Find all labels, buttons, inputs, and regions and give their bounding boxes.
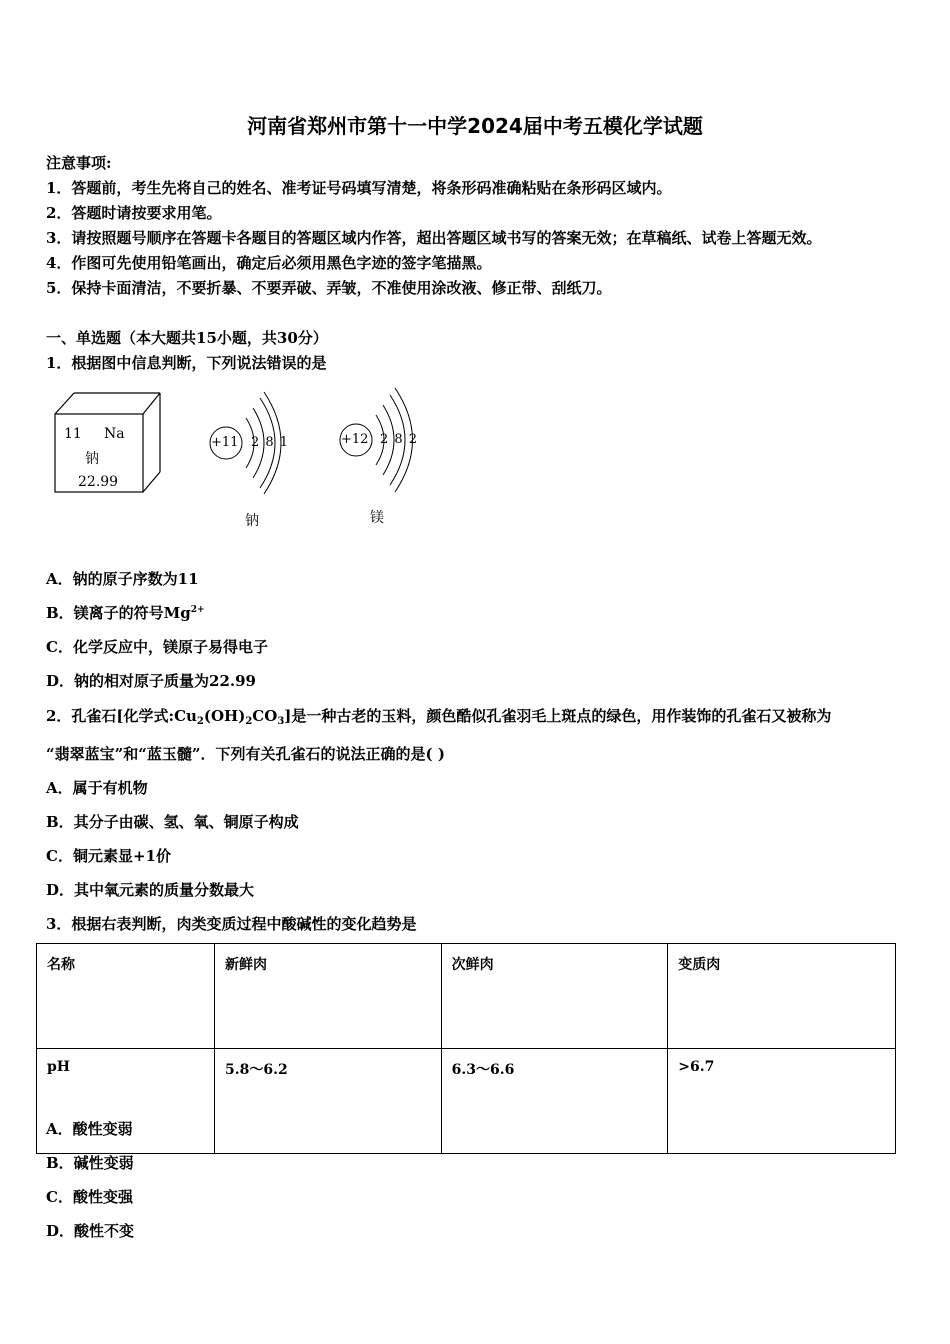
table-cell: >6.7: [668, 1049, 896, 1154]
table-header-cell: 名称: [37, 944, 215, 1049]
question-2-stem: [46, 705, 831, 727]
magnesium-electron-shells: 2 8 2: [380, 432, 418, 447]
question-2-stem-line2: “翡翠蓝宝”和“蓝玉髓”．下列有关孔雀石的说法正确的是( ): [46, 745, 445, 763]
q1-option-a[interactable]: A．钠的原子序数为11: [46, 570, 199, 588]
element-atomic-mass: 22.99: [78, 474, 119, 490]
q1-option-b-charge: 2+: [190, 605, 205, 615]
q2-option-b[interactable]: B．其分子由碳、氢、氧、铜原子构成: [46, 813, 299, 831]
ph-table: [36, 943, 896, 1154]
q1-option-b-text: B．镁离子的符号Mg: [46, 604, 191, 622]
table-cell: 5.8～6.2: [214, 1049, 441, 1154]
note-item: 2．答题时请按要求用笔。: [46, 204, 222, 222]
q3-option-c[interactable]: C．酸性变强: [46, 1188, 133, 1206]
magnesium-label: 镁: [370, 510, 384, 526]
q3-option-d[interactable]: D．酸性不变: [46, 1222, 135, 1240]
question-1-figure: [40, 380, 460, 540]
q2-stem-part: ]是一种古老的玉料，颜色酷似孔雀羽毛上斑点的绿色，用作装饰的孔雀石又被称为: [284, 707, 832, 725]
question-1-stem: 1．根据图中信息判断，下列说法错误的是: [46, 354, 327, 372]
element-symbol: Na: [104, 426, 125, 442]
q1-option-c[interactable]: C．化学反应中，镁原子易得电子: [46, 638, 268, 656]
sodium-label: 钠: [245, 513, 259, 529]
table-header-cell: 次鲜肉: [441, 944, 668, 1049]
table-cell: pH: [37, 1049, 215, 1154]
note-item: 4．作图可先使用铅笔画出，确定后必须用黑色字迹的签字笔描黑。: [46, 254, 492, 272]
notes-heading: 注意事项:: [46, 154, 112, 172]
q2-stem-part: CO: [252, 707, 278, 725]
note-item: 3．请按照题号顺序在答题卡各题目的答题区域内作答，超出答题区域书写的答案无效；在草稿纸、试卷上答题无效。: [46, 229, 822, 247]
note-item: 1．答题前，考生先将自己的姓名、准考证号码填写清楚，将条形码准确粘贴在条形码区域内。: [46, 179, 672, 197]
q2-stem-part: (OH): [203, 707, 246, 725]
sodium-nucleus-charge: +11: [211, 435, 239, 450]
table-row: [37, 1049, 896, 1154]
q2-option-c[interactable]: C．铜元素显+1价: [46, 847, 171, 865]
table-header-row: [37, 944, 896, 1049]
q2-option-a[interactable]: A．属于有机物: [46, 779, 148, 797]
note-item: 5．保持卡面清洁，不要折暴、不要弄破、弄皱，不准使用涂改液、修正带、刮纸刀。: [46, 279, 612, 297]
q2-subscript: 3: [277, 716, 285, 727]
question-3-stem: 3．根据右表判断，肉类变质过程中酸碱性的变化趋势是: [46, 915, 417, 933]
q1-option-d[interactable]: D．钠的相对原子质量为22.99: [46, 672, 256, 690]
table-header-cell: 变质肉: [668, 944, 896, 1049]
q3-option-a[interactable]: A．酸性变弱: [46, 1120, 133, 1138]
section-heading: 一、单选题（本大题共15小题，共30分）: [46, 329, 328, 347]
sodium-electron-shells: 2 8 1: [251, 435, 289, 450]
q2-stem-part: 2．孔雀石[化学式:Cu: [46, 707, 197, 725]
table-header-cell: 新鲜肉: [214, 944, 441, 1049]
q2-subscript: 2: [196, 716, 204, 727]
magnesium-nucleus-charge: +12: [341, 432, 369, 447]
q2-subscript: 2: [245, 716, 253, 727]
q2-option-d[interactable]: D．其中氧元素的质量分数最大: [46, 881, 255, 899]
page-title: 河南省郑州市第十一中学2024届中考五模化学试题: [247, 114, 703, 138]
q3-option-b[interactable]: B．碱性变弱: [46, 1154, 134, 1172]
q1-option-b[interactable]: [46, 602, 205, 623]
table-cell: 6.3～6.6: [441, 1049, 668, 1154]
element-atomic-number: 11: [64, 426, 82, 442]
element-name: 钠: [85, 451, 99, 467]
